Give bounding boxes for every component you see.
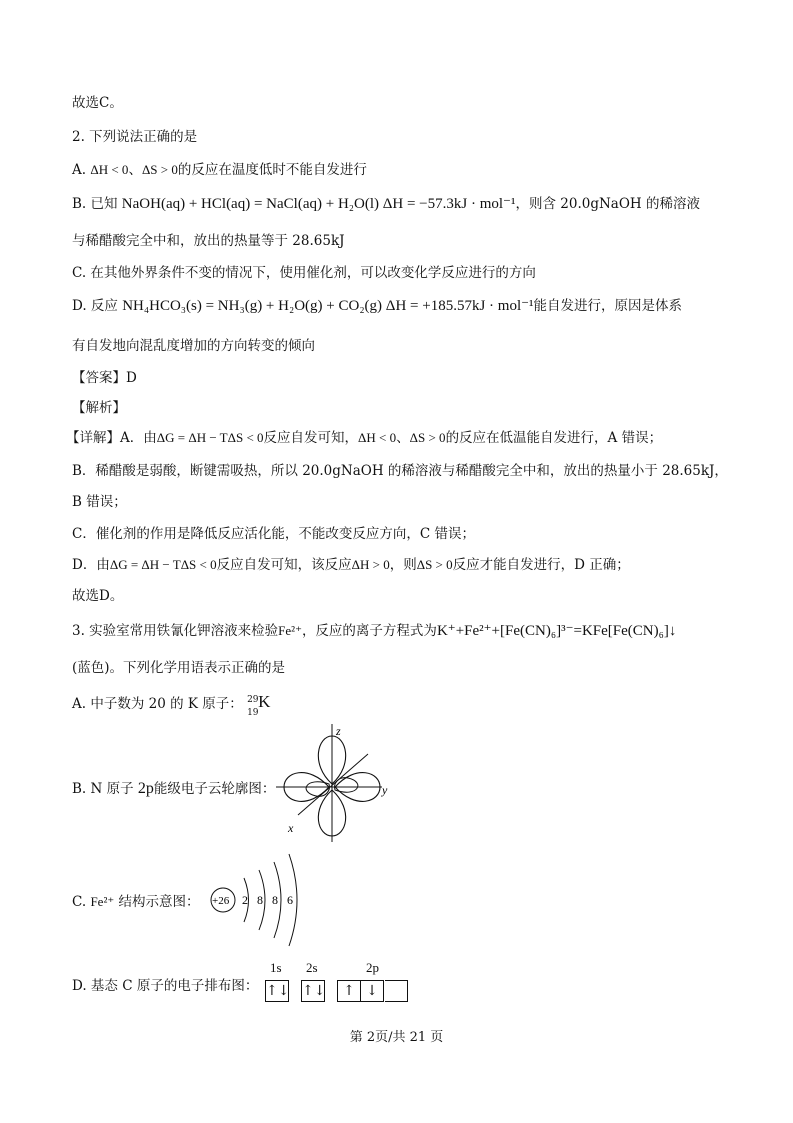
page-footer: 第 2页/共 21 页	[349, 1030, 444, 1045]
orbital-2p-2: ↓	[361, 980, 384, 1002]
orbital-1s: ↑↓	[265, 980, 289, 1002]
question-2-option-d-cont: 有自发地向混乱度增加的方向转变的倾向	[72, 338, 315, 354]
atomic-structure-diagram	[207, 851, 317, 951]
orbital-2p-1: ↑	[337, 980, 361, 1002]
answer-label: 【答案】D	[72, 370, 137, 386]
label-2p: 2p	[366, 960, 379, 975]
ionic-equation: K⁺+Fe²⁺+[Fe(CN)₆]³⁻=KFe[Fe(CN)₆]↓	[436, 623, 677, 639]
y-axis-label: y	[382, 783, 388, 797]
conclusion-line: 故选C。	[72, 95, 123, 111]
detail-line-b-cont: B 错误；	[72, 494, 127, 510]
orbital-2s: ↑↓	[301, 980, 325, 1002]
shell-4-count: 6	[287, 893, 293, 907]
x-axis-label: x	[288, 821, 294, 835]
detail-line-d: D．由ΔG = ΔH − TΔS < 0反应自发可知，该反应ΔH > 0，则ΔS > 0反应才能自发进行，D 正确；	[72, 557, 630, 573]
detail-line-a: 【详解】A．由ΔG = ΔH − TΔS < 0反应自发可知，ΔH < 0、ΔS > 0的反应在低温能自发进行，A 错误；	[66, 430, 663, 446]
equation-b: NaOH(aq) + HCl(aq) = NaCl(aq) + H₂O(l) ΔH = −57.3kJ · mol⁻¹	[121, 196, 516, 212]
question-2-stem: 2. 下列说法正确的是	[72, 129, 198, 145]
z-axis-label: z	[336, 724, 341, 738]
electron-config-diagram	[263, 960, 423, 1006]
question-3-stem: 3. 实验室常用铁氰化钾溶液来检验Fe²⁺，反应的离子方程式为K⁺+Fe²⁺+[Fe(CN)₆]³⁻=KFe[Fe(CN)₆]↓	[72, 623, 677, 639]
question-2-option-c: C. 在其他外界条件不变的情况下，使用催化剂，可以改变化学反应进行的方向	[72, 265, 536, 281]
question-3-stem-cont: (蓝色)。下列化学用语表示正确的是	[72, 660, 286, 676]
detail-conclusion: 故选D。	[72, 588, 124, 604]
question-2-option-b: B. 已知 NaOH(aq) + HCl(aq) = NaCl(aq) + H₂O(l) ΔH = −57.3kJ · mol⁻¹，则含 20.0gNaOH 的稀溶液	[72, 196, 700, 212]
label-2s: 2s	[306, 960, 318, 975]
orbital-2p-3	[385, 980, 408, 1002]
nucleus-charge: +26	[212, 895, 230, 907]
equation-d: NH₄HCO₃(s) = NH₃(g) + H₂O(g) + CO₂(g) ΔH = +185.57kJ · mol⁻¹	[122, 298, 534, 314]
shell-1-count: 2	[242, 893, 248, 907]
shell-3-count: 8	[272, 893, 278, 907]
shell-2-count: 8	[257, 893, 263, 907]
question-2-option-d: D. 反应 NH₄HCO₃(s) = NH₃(g) + H₂O(g) + CO₂(g) ΔH = +185.57kJ · mol⁻¹能自发进行，原因是体系	[72, 298, 683, 314]
isotope-notation: 29 19 K	[247, 691, 271, 718]
detail-line-c: C．催化剂的作用是降低反应活化能，不能改变反应方向，C 错误；	[72, 526, 475, 542]
question-3-option-a: A. 中子数为 20 的 K 原子： 29 19 K	[72, 694, 273, 715]
question-3-option-c: C. Fe²⁺ 结构示意图：	[72, 894, 200, 910]
label-1s: 1s	[270, 960, 282, 975]
p-orbital-diagram	[268, 722, 400, 846]
question-3-option-d: D. 基态 C 原子的电子排布图：	[72, 978, 259, 994]
question-2-option-a: A. ΔH < 0、ΔS > 0的反应在温度低时不能自发进行	[72, 162, 367, 178]
analysis-label: 【解析】	[72, 400, 126, 416]
question-2-option-b-cont: 与稀醋酸完全中和，放出的热量等于 28.65kJ	[72, 233, 345, 249]
detail-line-b: B．稀醋酸是弱酸，断键需吸热，所以 20.0gNaOH 的稀溶液与稀醋酸完全中和，放出的热量小于 28.65kJ，	[72, 463, 728, 479]
question-3-option-b: B. N 原子 2p能级电子云轮廓图：	[72, 780, 276, 797]
